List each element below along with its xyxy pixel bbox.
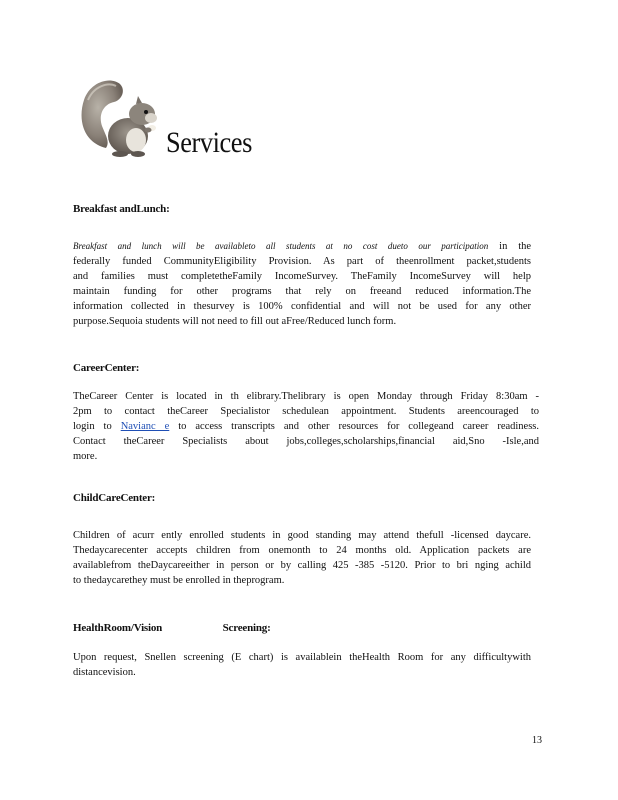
childcare-paragraph [73,528,531,588]
section-heading-health: HealthRoom/Vision Screening: [73,622,271,634]
naviance-link[interactable]: Navianc e [120,421,170,432]
section-heading-breakfast: Breakfast andLunch: [73,203,170,215]
section-heading-childcare: ChildCareCenter: [73,492,156,504]
text-line: Thedaycarecenter accepts children from onemonth to 24 months old. Application packets are [73,545,531,556]
text-line: maintain funding for other programs that rely on freeand reduced information.The [73,286,531,297]
squirrel-icon [76,70,168,162]
text-line: Breakfast and lunch will be availableto all students at no cost dueto our participation in the [73,241,531,252]
text-line: distancevision. [73,667,136,678]
text-line: more. [73,451,98,462]
text-line: TheCareer Center is located in th elibrary.Thelibrary is open Monday through Friday 8:30am - [73,391,539,402]
text-line: federally funded CommunityEligibility Provision. As part of theenrollment packet,students [73,256,531,267]
career-paragraph [73,389,539,464]
page-number: 13 [532,735,542,746]
text-line: and families must completetheFamily IncomeSurvey. TheFamily IncomeSurvey will help [73,271,531,282]
breakfast-paragraph [73,239,531,329]
text-line: login to Navianc e to access transcripts and other resources for collegeand career readiness. [73,421,539,432]
text-line: Children of acurr ently enrolled students in good standing may attend thefull -licensed daycare. [73,530,531,541]
text-line: 2pm to contact theCareer Specialistor schedulean appointment. Students areencouraged to [73,406,539,417]
section-heading-career: CareerCenter: [73,362,140,374]
page-title: Services [166,126,252,159]
health-paragraph [73,650,531,680]
text-line: Upon request, Snellen screening (E chart) is availablein theHealth Room for any difficultywith [73,652,531,663]
text-line: purpose.Sequoia students will not need to fill out aFree/Reduced lunch form. [73,316,397,327]
text-line: to thedaycarethey must be enrolled in theprogram. [73,575,285,586]
text-line: Contact theCareer Specialists about jobs,colleges,scholarships,financial aid,Sno -Isle,and [73,436,539,447]
text-line: information collected in thesurvey is 100% confidential and will not be used for any other [73,301,531,312]
text-line: availablefrom theDaycareeither in person or by calling 425 -385 -5120. Prior to bri nging achild [73,560,531,571]
